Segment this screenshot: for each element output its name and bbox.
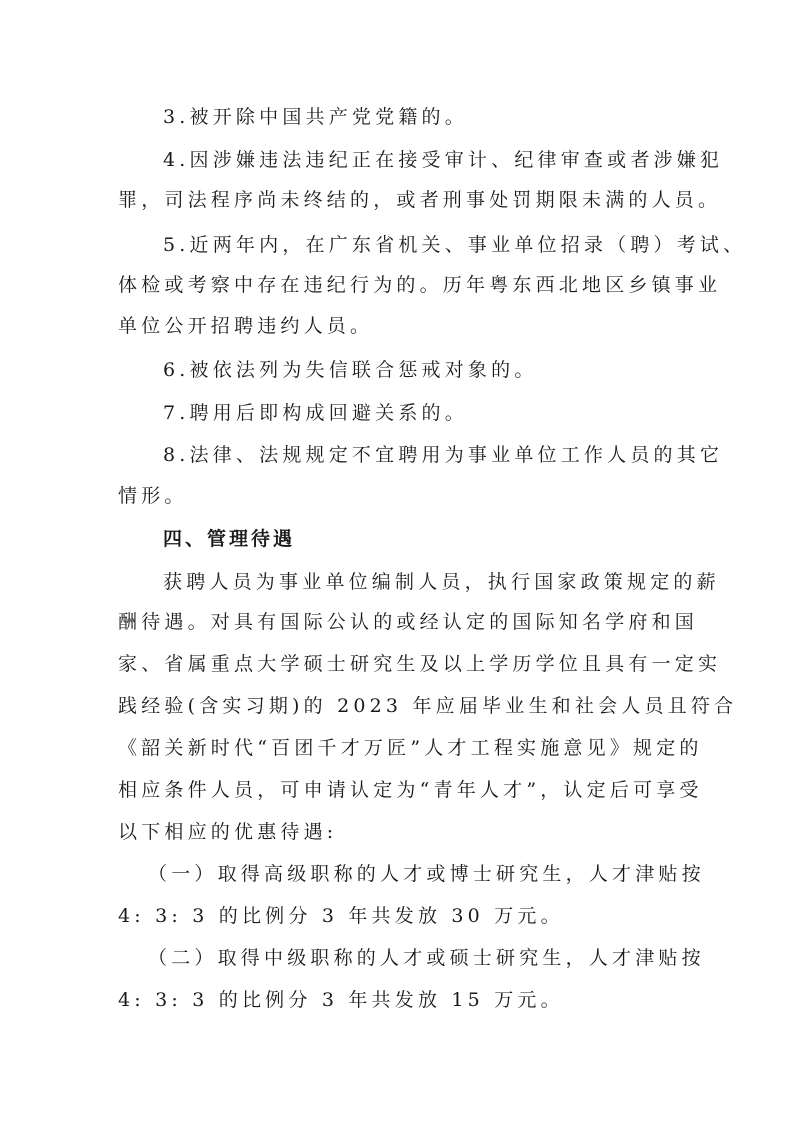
paragraph-line: 4.因涉嫌违法违纪正在接受审计、纪律审查或者涉嫌犯 <box>163 149 724 171</box>
paragraph-line: 4: 3: 3 的比例分 3 年共发放 15 万元。 <box>118 989 564 1011</box>
paragraph-line: 《韶关新时代“百团千才万匠”人才工程实施意见》规定的 <box>118 737 703 759</box>
paragraph-line: 5.近两年内，在广东省机关、事业单位招录（聘）考试、 <box>163 234 747 256</box>
paragraph-line: 获聘人员为事业单位编制人员，执行国家政策规定的薪 <box>163 571 720 593</box>
paragraph-line: 单位公开招聘违约人员。 <box>118 315 374 337</box>
paragraph-line: （二）取得中级职称的人才或硕士研究生，人才津贴按 <box>148 947 705 969</box>
paragraph-line: 体检或考察中存在违纪行为的。历年粤东西北地区乡镇事业 <box>118 274 722 296</box>
paragraph-line: 相应条件人员，可申请认定为“青年人才”，认定后可享受 <box>118 779 703 801</box>
paragraph-line: 家、省属重点大学硕士研究生及以上学历学位且具有一定实 <box>118 653 722 675</box>
paragraph-line: 6.被依法列为失信联合惩戒对象的。 <box>163 359 538 381</box>
paragraph-line: 践经验(含实习期)的 2023 年应届毕业生和社会人员且符合 <box>118 695 738 717</box>
section-heading: 四、管理待遇 <box>163 528 296 550</box>
paragraph-line: 4: 3: 3 的比例分 3 年共发放 30 万元。 <box>118 905 564 927</box>
paragraph-line: （一）取得高级职称的人才或博士研究生，人才津贴按 <box>148 863 705 885</box>
paragraph-line: 情形。 <box>118 485 188 507</box>
paragraph-line: 8.法律、法规规定不宜聘用为事业单位工作人员的其它 <box>163 444 724 466</box>
paragraph-line: 以下相应的优惠待遇: <box>118 821 338 843</box>
paragraph-line: 罪，司法程序尚未终结的，或者刑事处罚期限未满的人员。 <box>118 189 722 211</box>
paragraph-line: 酬待遇。对具有国际公认的或经认定的国际知名学府和国 <box>118 611 699 633</box>
paragraph-line: 3.被开除中国共产党党籍的。 <box>163 106 468 128</box>
paragraph-line: 7.聘用后即构成回避关系的。 <box>163 402 468 424</box>
